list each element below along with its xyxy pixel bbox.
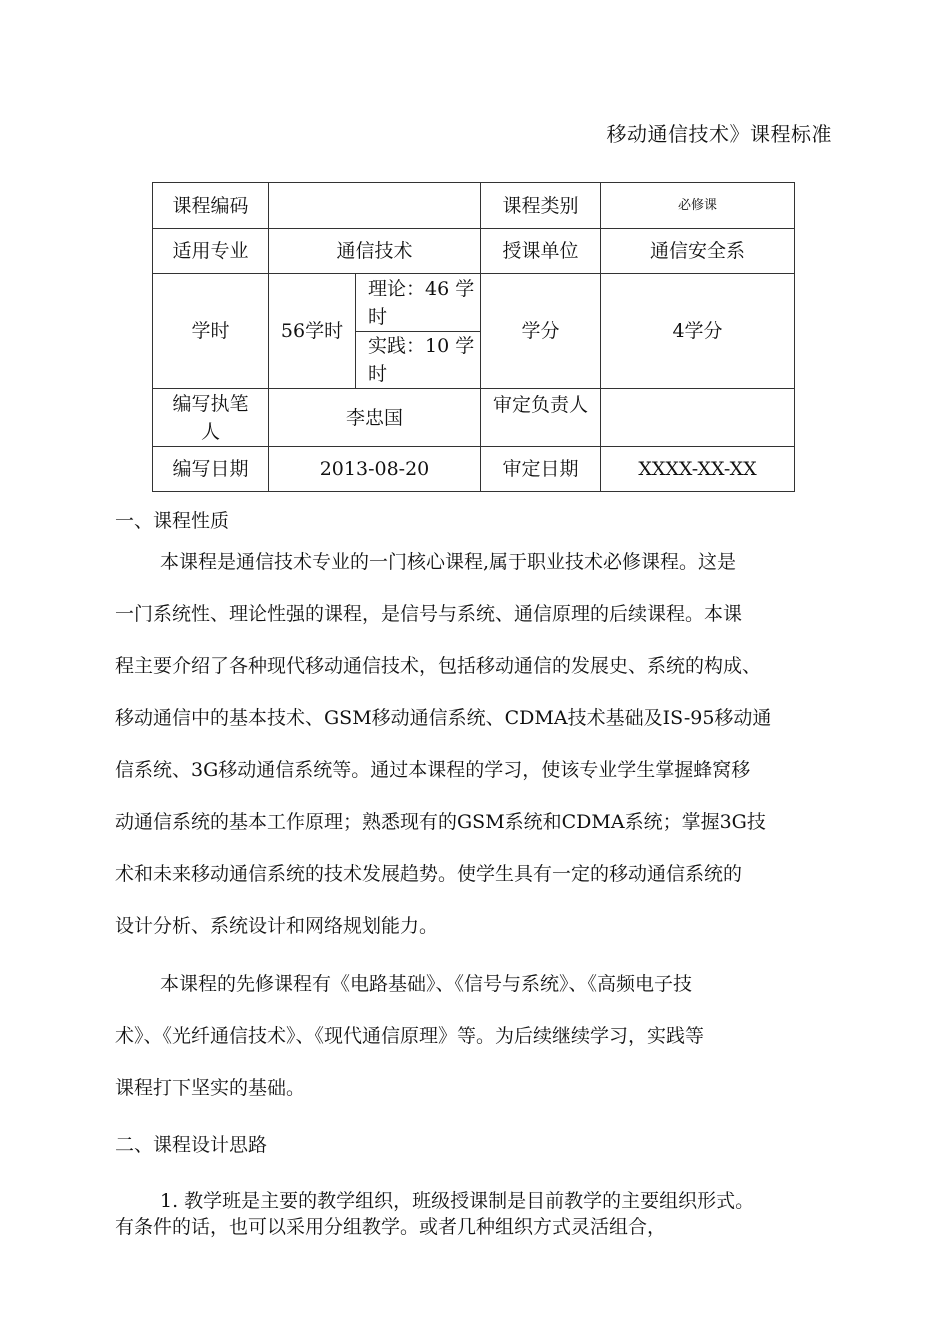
author-label: 编写执笔人 bbox=[153, 389, 269, 447]
credits-value: 4学分 bbox=[601, 274, 795, 389]
section-heading-design-idea: 二、课程设计思路 bbox=[115, 1134, 268, 1156]
paragraph-line: 动通信系统的基本工作原理；熟悉现有的GSM系统和CDMA系统；掌握3G技 bbox=[115, 811, 766, 833]
teaching-unit-value: 通信安全系 bbox=[601, 229, 795, 274]
review-date-value: XXXX-XX-XX bbox=[601, 447, 795, 492]
paragraph-line: 本课程的先修课程有《电路基础》、《信号与系统》、《高频电子技 bbox=[160, 973, 693, 995]
table-row bbox=[153, 229, 795, 274]
credits-label: 学分 bbox=[481, 274, 601, 389]
section-heading-course-nature: 一、课程性质 bbox=[115, 510, 230, 532]
paragraph-line: 术》、《光纤通信技术》、《现代通信原理》等。为后续继续学习，实践等 bbox=[115, 1025, 705, 1047]
document-title: 移动通信技术》课程标准 bbox=[606, 122, 832, 146]
table-row bbox=[153, 274, 795, 332]
paragraph-line: 课程打下坚实的基础。 bbox=[115, 1077, 306, 1099]
author-value: 李忠国 bbox=[269, 389, 481, 447]
major-value: 通信技术 bbox=[269, 229, 481, 274]
paragraph-line: 术和未来移动通信系统的技术发展趋势。使学生具有一定的移动通信系统的 bbox=[115, 863, 743, 885]
paragraph-line: 本课程是通信技术专业的一门核心课程,属于职业技术必修课程。这是 bbox=[160, 551, 737, 573]
paragraph-line: 1. 教学班是主要的教学组织，班级授课制是目前教学的主要组织形式。 bbox=[160, 1190, 755, 1212]
reviewer-label: 审定负责人 bbox=[481, 389, 601, 447]
paragraph-line: 有条件的话，也可以采用分组教学。或者几种组织方式灵活组合， bbox=[115, 1216, 667, 1238]
table-row bbox=[153, 447, 795, 492]
hours-value: 56学时 bbox=[269, 274, 356, 389]
prerequisite-paragraph bbox=[115, 958, 835, 1114]
write-date-value: 2013-08-20 bbox=[269, 447, 481, 492]
reviewer-value bbox=[601, 389, 795, 447]
course-code-value bbox=[269, 183, 481, 229]
theory-hours: 理论：46 学时 bbox=[356, 274, 481, 332]
course-info-table bbox=[152, 182, 795, 492]
course-type-label: 课程类别 bbox=[481, 183, 601, 229]
paragraph-line: 程主要介绍了各种现代移动通信技术，包括移动通信的发展史、系统的构成、 bbox=[115, 655, 762, 677]
paragraph-line: 设计分析、系统设计和网络规划能力。 bbox=[115, 915, 439, 937]
paragraph-line: 移动通信中的基本技术、GSM移动通信系统、CDMA技术基础及IS-95移动通 bbox=[115, 707, 772, 729]
review-date-label: 审定日期 bbox=[481, 447, 601, 492]
paragraph-line: 一门系统性、理论性强的课程，是信号与系统、通信原理的后续课程。本课 bbox=[115, 603, 743, 625]
practice-hours: 实践：10 学时 bbox=[356, 332, 481, 389]
major-label: 适用专业 bbox=[153, 229, 269, 274]
hours-label: 学时 bbox=[153, 274, 269, 389]
course-code-label: 课程编码 bbox=[153, 183, 269, 229]
teaching-unit-label: 授课单位 bbox=[481, 229, 601, 274]
course-nature-paragraph bbox=[115, 536, 835, 952]
table-row bbox=[153, 389, 795, 447]
paragraph-line: 信系统、3G移动通信系统等。通过本课程的学习，使该专业学生掌握蜂窝移 bbox=[115, 759, 751, 781]
course-type-value: 必修课 bbox=[601, 183, 795, 229]
write-date-label: 编写日期 bbox=[153, 447, 269, 492]
table-row bbox=[153, 183, 795, 229]
design-idea-paragraph bbox=[115, 1188, 855, 1240]
